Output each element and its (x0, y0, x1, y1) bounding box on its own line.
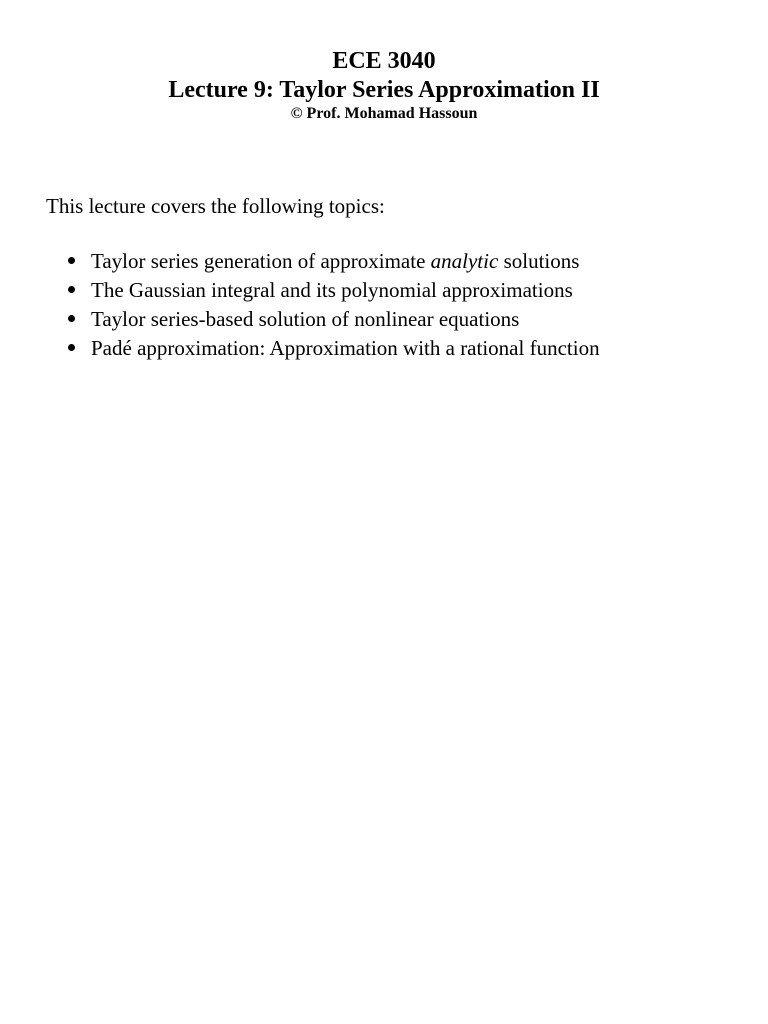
list-item (66, 334, 600, 363)
topic-text: Padé approximation: Approximation with a rational function (91, 336, 600, 360)
bullet-icon (68, 286, 75, 293)
document-header (0, 47, 768, 123)
topics-list (66, 247, 600, 363)
list-item (66, 247, 600, 276)
topic-text: solutions (498, 249, 580, 273)
topic-text: The Gaussian integral and its polynomial approximations (91, 278, 573, 302)
lecture-title: Lecture 9: Taylor Series Approximation II (168, 77, 600, 103)
bullet-icon (68, 257, 75, 264)
topic-text: Taylor series generation of approximate (91, 249, 431, 273)
author-credit: © Prof. Mohamad Hassoun (290, 105, 478, 122)
list-item (66, 276, 600, 305)
bullet-icon (68, 344, 75, 351)
bullet-icon (68, 315, 75, 322)
topic-text: Taylor series-based solution of nonlinear equations (91, 307, 520, 331)
course-code: ECE 3040 (332, 48, 436, 74)
topic-emphasis: analytic (430, 249, 499, 273)
intro-text: This lecture covers the following topics: (46, 194, 385, 218)
list-item (66, 305, 600, 334)
